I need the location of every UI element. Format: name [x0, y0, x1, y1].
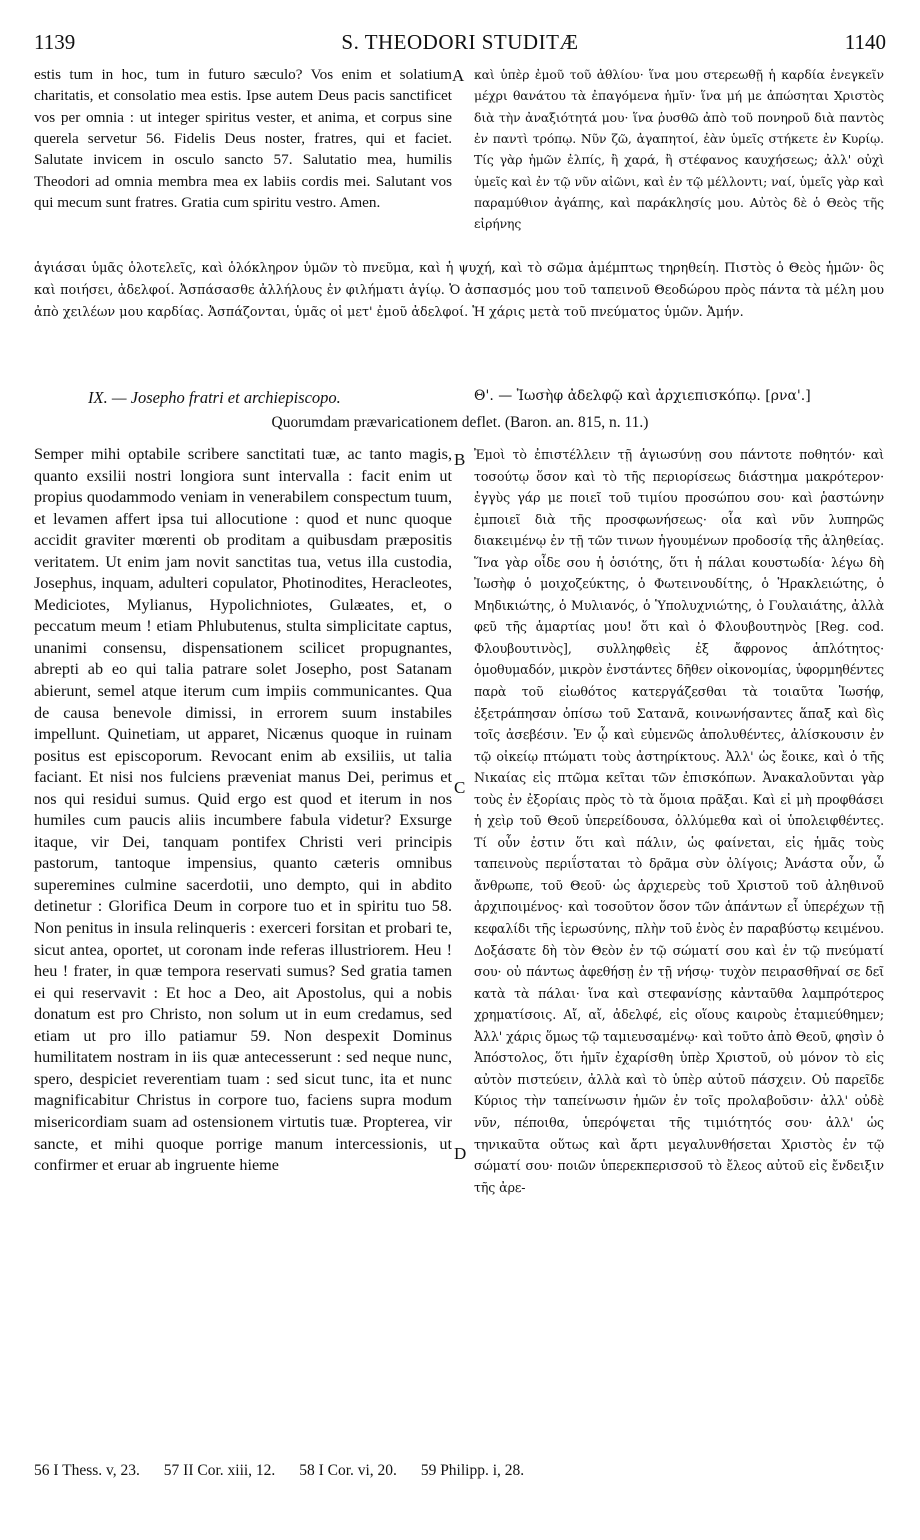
- top-latin-text: estis tum in hoc, tum in futuro sæculo? Vos enim et solatium charitatis, et consolatio mea estis. Ipse autem Deus pacis sanctificet vos per omnia : ut integer spiritus vester, et anima, et corpus sine querela servetur 56. Fidelis Deus noster, fratres, qui et faciet. Salutate invicem in osculo sancto 57. Salutatio mea, humilis Theodori ad omnia membra mea ex labiis cordis mei. Salutant vos qui mecum sunt fratres. Gratia cum spiritu vestro. Amen.: [34, 66, 452, 212]
- footnote-57: 57 II Cor. xiii, 12.: [163, 1462, 276, 1479]
- running-title: S. THEODORI STUDITÆ: [341, 30, 579, 54]
- body-latin-text: Semper mihi optabile scribere sanctitati tuæ, ac tanto magis, quanto exsilii nostri longiora sunt intervalla : facit enim ut propius quodammodo veniam in venerabilem conspectum tuum, et levamen affert ipsa tui allocutione : quod et nunc quoque accidit graviter mœrenti ob proditam a quibusdam præpositis veritatem. Ut enim jam novit sanctitas tua, vetus illa custodia, Josephus, inquam, adulteri copulator, Photinodites, Heracleotes, Mediciotes, Mylianus, Hypolichniotes, Gulæates, et, o peccatum meum ! etiam Phlubutenus, stulta simplicitate captus, unanimi consensu, dispensationem scilicet propugnantes, abrepti ab eo qui talia patrare solet Josepho, post Satanam abierunt, semel atque iterum cum impiis communicantes. Qua de causa benevole dimissi, in errorem suum instabiles impellunt. Quinetiam, ut apparet, Nicænus quoque in ruinam positus est episcoporum. Revocant enim ab exsiliis, ut talia faciant. Et nisi nos fulciens præveniat manus Dei, perimus et nos qui residui sumus. Quid ergo est quod et iterum in nos humiles cum paucis aliis incumbere fabula videtur? Exsurge itaque, vir Dei, tanquam pontifex Christi veri principis pastorum, tantoque impensius, quanto cæteris omnibus superemines culmine sacerdotii, uno dempto, qui in abdito detinetur : Glorifica Deum in corpore tuo et in spiritu tuo 58. Non penitus in insula relinqueris : exerceri forsitan et probari te, sicut antea, oportet, ut coronam inde referas illustriorem. Heu ! heu ! frater, in quæ tempora reservati sumus? Sed gratia tamen ei qui reservavit : Et hoc a Deo, ait Apostolus, qui a nobis donatum est pro Christo, non solum ut in eum credamus, sed etiam ut pro illo patiamur 59. Non despexit Dominus humilitatem nostram in iis quæ antecesserunt : sed neque nunc, spero, despiciet reverentiam tuam : sed sicut tunc, ita et nunc magnificabitur Christus in corpore tuo, faciens supra modum misericordiam suam ad ostensionem virtutis tuæ. Propterea, vir sancte, et mihi quoque porrige manum intercessionis, ut confirmer et eruar ab ingruente hieme: [34, 445, 452, 1175]
- full-width-greek: [34, 258, 884, 324]
- full-width-greek-text: ἁγιάσαι ὑμᾶς ὁλοτελεῖς, καὶ ὁλόκληρον ὑμῶν τὸ πνεῦμα, καὶ ἡ ψυχή, καὶ τὸ σῶμα ἀμέμπτως τηρηθείη. Πιστὸς ὁ Θεὸς ἡμῶν· ὃς καὶ ποιήσει, ἀδελφοί. Ἀσπάσασθε ἀλλήλους ἐν φιλήματι ἁγίῳ. Ὁ ἀσπασμός μου τοῦ ταπεινοῦ Θεοδώρου πρὸς πάντα τὰ μέλη μου ἀπὸ χειλέων μου καρδίας. Ἀσπάζονται, ὑμᾶς οἱ μετ' ἐμοῦ ἀδελφοί. Ἡ χάρις μετὰ τοῦ πνεύματος ὑμῶν. Ἀμήν.: [34, 261, 884, 320]
- top-greek-text: καὶ ὑπὲρ ἐμοῦ τοῦ ἀθλίου· ἵνα μου στερεωθῇ ἡ καρδία ἐνεγκεῖν μέχρι θανάτου τὰ ἐπαγόμενα ἡμῖν· ἵνα μή με ἀπώσηται Χριστὸς διὰ τὴν ἀναξιότητά μου· ἵνα ῥυσθῶ ἀπὸ τοῦ πονηροῦ διὰ παντὸς ἐν παντὶ τρόπῳ. Νῦν ζῶ, ἀγαπητοί, ἐὰν ὑμεῖς στήκετε ἐν Κυρίῳ. Τίς γὰρ ἡμῶν ἐλπίς, ἢ χαρά, ἢ στέφανος καυχήσεως; ἀλλ' οὐχὶ ὑμεῖς καὶ ἐν τῷ νῦν αἰῶνι, καὶ ἐν τῷ μέλλοντι; ναί, ὑμεῖς γὰρ καὶ παραμύθιον ἀγάπης, καὶ παράκλησίς μου. Αὐτὸς δὲ ὁ Θεὸς τῆς εἰρήνης: [474, 67, 884, 232]
- section-heading-latin: IX. — Josepho fratri et archiepiscopo.: [88, 388, 341, 407]
- section-argument: Quorumdam prævaricationem deflet. (Baron. an. 815, n. 11.): [271, 414, 649, 431]
- margin-marker-d: D: [454, 1144, 467, 1163]
- running-header: [34, 30, 886, 58]
- body-latin-column: [34, 444, 452, 1449]
- top-latin-column: [34, 64, 452, 256]
- margin-marker-a: A: [452, 66, 465, 85]
- footnotes: [34, 1462, 884, 1480]
- margin-marker-b: B: [454, 450, 466, 469]
- top-greek-column: [474, 64, 884, 256]
- page-number-right: 1140: [844, 30, 886, 54]
- body-greek-column: [474, 444, 884, 1449]
- section-heading-greek: Θ'. — Ἰωσὴφ ἀδελφῷ καὶ ἀρχιεπισκόπῳ. [ρνα'.]: [474, 388, 811, 404]
- footnote-56: 56 I Thess. v, 23.: [34, 1462, 140, 1479]
- margin-marker-c: C: [454, 778, 466, 797]
- footnote-59: 59 Philipp. i, 28.: [420, 1462, 525, 1479]
- body-greek-text: Ἐμοὶ τὸ ἐπιστέλλειν τῇ ἁγιωσύνῃ σου πάντοτε ποθητόν· καὶ τοσούτῳ ὅσον καὶ τὸ τῆς περιορίσεως διάστημα μακρότερον· ἐγγὺς γάρ με ποιεῖ τοῦ τιμίου προσώπου σου· καὶ ῥαστώνην ἐμποιεῖ διὰ τῆς προσφωνήσεως· οἷα καὶ νῦν λυπηρῶς διακειμένῳ ἐν τῇ τῶν τινων ἡγουμένων προδοσίᾳ τῆς ἀληθείας. Ἵνα γὰρ οἶδε σου ἡ ὁσιότης, ὅτι ἡ πάλαι κουστωδία· λέγω δὴ Ἰωσὴφ ὁ μοιχοζεύκτης, ὁ Φωτεινουδίτης, ὁ Ἡρακλειώτης, ὁ Μηδικιώτης, ὁ Μυλιανός, ὁ Ὑπολυχνιώτης, ὁ Γουλαιάτης, ἀλλὰ φεῦ τῆς ἁμαρτίας μου! ὅτι καὶ ὁ Φλουβουτηνὸς [Reg. cod. Φλουβουτινὸς], συλληφθεὶς ἐξ ἄφρονος ἁπλότητος· ὁμοθυμαδόν, μικρὸν ἐνστάντες δῆθεν οἰκονομίας, ὑφορμηθέντες παρὰ τοῦ εἰωθότος κατεργάζεσθαι τὰ τοιαῦτα Ἰωσήφ, ἐξετράπησαν ὀπίσω τοῦ Σατανᾶ, κοινωνήσαντες ἅπαξ καὶ δὶς τοῖς ἀσεβέσιν. Ἐν ᾧ καὶ εὐμενῶς ἀπολυθέντες, ἀλίσκουσιν ἐν τῷ οἰκείῳ πτώματι τοὺς ἀστηρίκτους. Ἀλλ' ὡς ἔοικε, καὶ ὁ τῆς Νικαίας εἰς πτῶμα κεῖται τῶν ἐπισκόπων. Ἀνακαλοῦνται γὰρ τοὺς ἐν ἐξορίαις πρὸς τὸ τὰ ὅμοια πρᾶξαι. Καὶ εἰ μὴ προφθάσει ἡ χεὶρ τοῦ Θεοῦ ὑπερείδουσα, ὀλλύμεθα καὶ οἱ ὑπολειφθέντες. Τί οὖν ἐστιν ὅτι καὶ πάλιν, ὡς φαίνεται, εἰς ἡμᾶς τοὺς ταπεινοὺς περιΐσταται τὸ δρᾶμα σὺν ὀλίγοις; Ἀνάστα οὖν, ὦ ἄνθρωπε, τοῦ Θεοῦ· ὡς ἀρχιερεὺς τοῦ Χριστοῦ τοῦ ἀληθινοῦ ἀρχιποιμένος· καὶ τοσοῦτον ὅσον τῶν ἁπάντων εἶ ὑπερέχων τῇ κεφαλίδι τῆς ἱερωσύνης, πλὴν τοῦ ἑνὸς ἐν παραβύστῳ κειμένου. Δοξάσατε δὴ τὸν Θεὸν ἐν τῷ σώματί σου καὶ ἐν τῷ πνεύματί σου· οὐ πάντως ἀφεθήσῃ ἐν τῇ νήσῳ· τυχὸν πειρασθῆναί σε δεῖ κατὰ τὰ πάλαι· ἵνα καὶ στεφανίσῃς κἀνταῦθα λαμπρότερος χρηματίσοις. Αἴ, αἴ, ἀδελφέ, εἰς οἵους καιροὺς ἐταμιεύθημεν; Ἀλλ' χάρις ὅμως τῷ ταμιευσαμένῳ· καὶ τοῦτο ἀπὸ Θεοῦ, φησὶν ὁ Ἀπόστολος, ὅτι ἡμῖν ἐχαρίσθη ὑπὲρ Χριστοῦ, οὐ μόνον τὸ εἰς αὐτὸν πιστεύειν, ἀλλὰ καὶ τὸ ὑπὲρ αὐτοῦ πάσχειν. Οὐ παρεῖδε Κύριος τὴν ταπείνωσιν ἡμῶν ἐν τοῖς προλαβοῦσιν· ἀλλ' οὐδὲ νῦν, πέποιθα, ὑπερόψεται τῆς τιμιότητός σου· ἀλλ' ὡς τηνικαῦτα οὕτως καὶ ἄρτι μεγαλυνθήσεται Χριστὸς ἐν τῷ σώματί σου· ποιῶν ὑπερεκπερισσοῦ τὸ ἔλεος αὐτοῦ εἰς ἔνδειξιν τῆς ἀρε-: [474, 447, 884, 1195]
- page-number-left: 1139: [34, 30, 76, 54]
- footnote-58: 58 I Cor. vi, 20.: [299, 1462, 397, 1479]
